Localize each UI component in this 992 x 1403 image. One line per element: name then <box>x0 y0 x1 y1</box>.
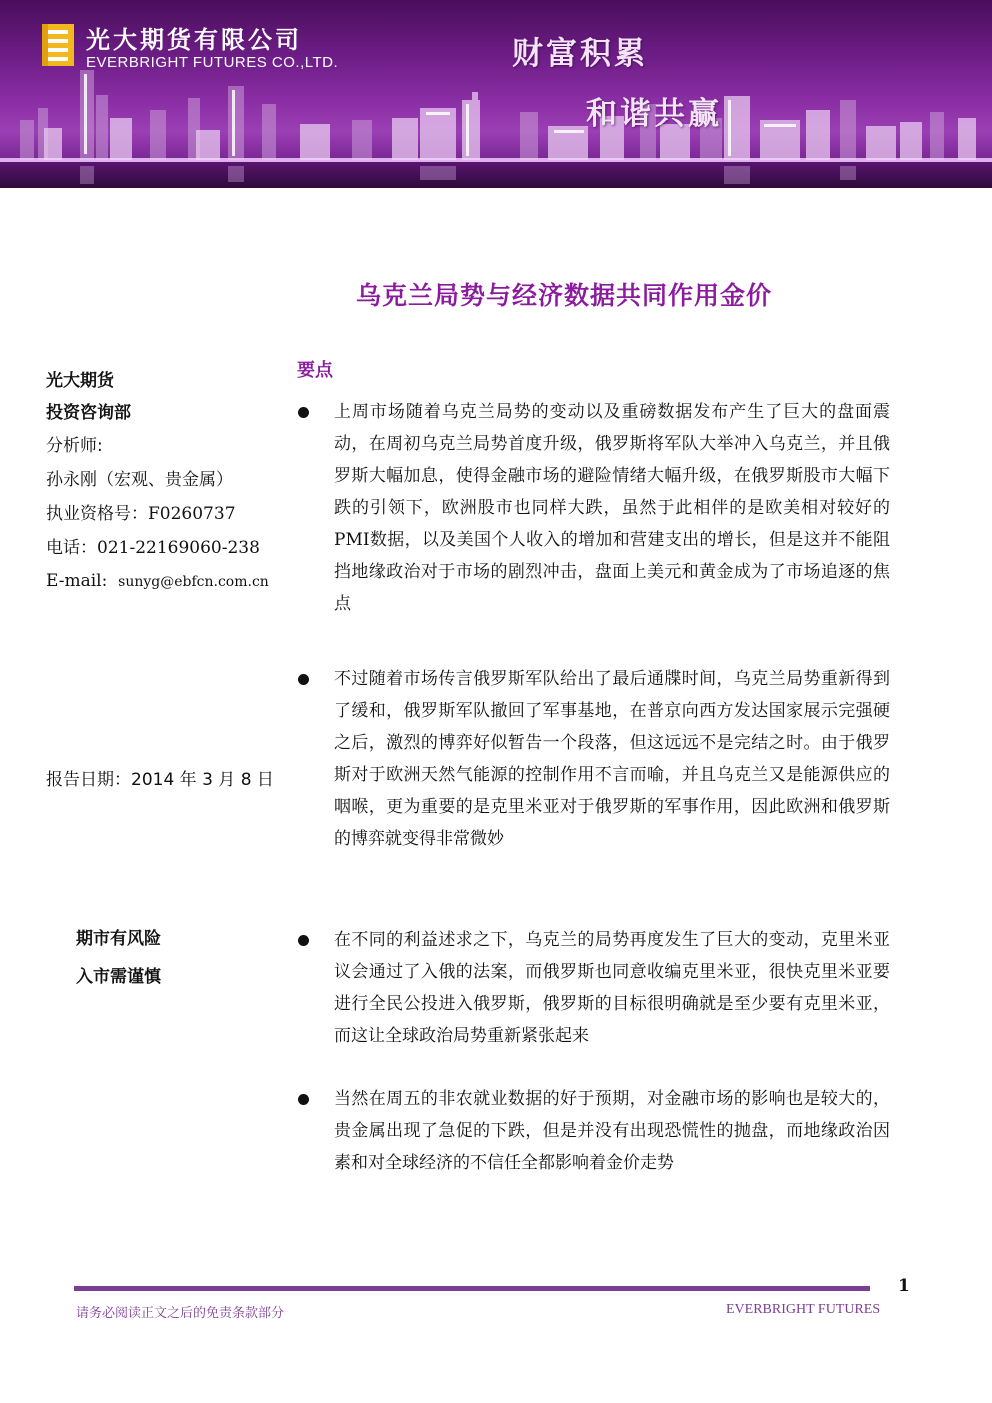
company-name-cn: 光大期货有限公司 <box>86 26 302 54</box>
key-point-paragraph: 当然在周五的非农就业数据的好于预期，对金融市场的影响也是较大的，贵金属出现了急促的下跌，但是并没有出现恐慌性的抛盘，而地缘政治因素和对全球经济的不信任全都影响着金价走势 <box>334 1089 890 1173</box>
risk-warning-line-1: 期市有风险 <box>76 929 161 949</box>
slogan-line-2: 和谐共赢 <box>586 96 722 132</box>
risk-warning-line-2: 入市需谨慎 <box>76 967 161 987</box>
key-point-paragraph: 上周市场随着乌克兰局势的变动以及重磅数据发布产生了巨大的盘面震动，在周初乌克兰局势首度升级，俄罗斯将军队大举冲入乌克兰，并且俄罗斯大幅加息，使得金融市场的避险情绪大幅升级，在俄罗斯股市大幅下跌的引领下，欧洲股市也同样大跌，虽然于此相伴的是欧美相对较好的PMI数据，以及美国个人收入的增加和营建支出的增长，但是这并不能阻挡地缘政治对于市场的剧烈冲击，盘面上美元和黄金成为了市场追逐的焦点 <box>334 402 890 614</box>
footer-brand: EVERBRIGHT FUTURES <box>726 1302 881 1317</box>
phone-line <box>46 540 260 557</box>
page-number: 1 <box>898 1276 910 1296</box>
key-point-paragraph: 在不同的利益述求之下，乌克兰的局势再度发生了巨大的变动，克里米亚议会通过了入俄的法案，而俄罗斯也同意收编克里米亚，很快克里米亚要进行全民公投进入俄罗斯，俄罗斯的目标很明确就是至少要有克里米亚，而这让全球政治局势重新紧张起来 <box>334 930 890 1046</box>
bullet-dot-icon <box>298 935 309 946</box>
company-logo-icon <box>40 22 76 68</box>
key-point-paragraph: 不过随着市场传言俄罗斯军队给出了最后通牒时间，乌克兰局势重新得到了缓和，俄罗斯军队撤回了军事基地，在普京向西方发达国家展示完强硬之后，激烈的博弈好似暂告一个段落，但这远远不是完结之时。由于俄罗斯对于欧洲天然气能源的控制作用不言而喻，并且乌克兰又是能源供应的咽喉，更为重要的是克里米亚对于俄罗斯的军事作用，因此欧洲和俄罗斯的博弈就变得非常微妙 <box>334 669 890 849</box>
email-line <box>46 573 269 590</box>
footer-divider <box>74 1286 870 1291</box>
license-value: F0260737 <box>148 504 236 524</box>
phone-value: 021-22169060-238 <box>97 538 260 558</box>
bullet-dot-icon <box>298 674 309 685</box>
email-value[interactable]: sunyg@ebfcn.com.cn <box>118 574 269 590</box>
email-label: E-mail: <box>46 571 108 591</box>
sidebar-department: 投资咨询部 <box>46 403 131 423</box>
license-line <box>46 506 236 523</box>
license-label: 执业资格号： <box>46 504 148 524</box>
section-heading-key-points: 要点 <box>297 360 333 381</box>
footer-disclaimer: 请务必阅读正文之后的免责条款部分 <box>76 1306 285 1321</box>
phone-label: 电话： <box>46 538 97 558</box>
company-name-en: EVERBRIGHT FUTURES CO.,LTD. <box>86 54 339 71</box>
sidebar-company: 光大期货 <box>46 371 114 391</box>
report-date: 报告日期：2014 年 3 月 8 日 <box>46 770 274 790</box>
bullet-dot-icon <box>298 407 309 418</box>
document-title: 乌克兰局势与经济数据共同作用金价 <box>356 281 773 310</box>
slogan-line-1: 财富积累 <box>512 36 648 72</box>
bullet-dot-icon <box>298 1094 309 1105</box>
analyst-label: 分析师: <box>46 436 103 456</box>
header-banner <box>0 0 992 188</box>
analyst-name: 孙永刚（宏观、贵金属） <box>46 470 233 490</box>
